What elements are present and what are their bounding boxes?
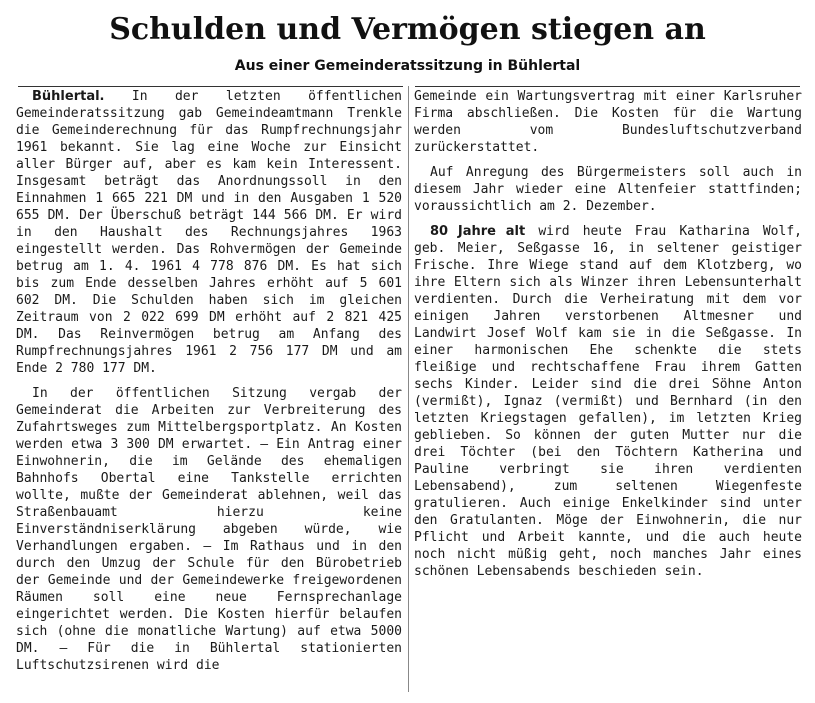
left-column bbox=[16, 88, 402, 682]
paragraph-body: wird heute Frau Katharina Wolf, geb. Meier, Seßgasse 16, in seltener geistiger Frische. Ihre Wiege stand auf dem Klotzberg, wo ihre Eltern sich als Winzer ihren Lebensunterhalt verdienten. Durch die Verheiratung mit dem vor einigen Jahren verstorbenen Altmesner und Landwirt Josef Wolf kam sie in die Seßgasse. In einer harmonischen Ehe schenkte die stets fleißige und rechtschaffene Frau ihrem Gatten sechs Kinder. Leider sind die drei Söhne Anton (vermißt), Ignaz (vermißt) und Bernhard (in den letzten Kriegstagen gefallen), im letzten Krieg geblieben. So können der guten Mutter nur die drei Töchter (bei den Töchtern Katherina und Pauline verbringt sie ihren verdienten Lebensabend), zum seltenen Wiegenfeste gratulieren. Auch einige Enkelkinder sind unter den Gratulanten. Möge der Einwohnerin, die nur Pflicht und Arbeit kannte, und die auch heute noch nicht müßig geht, noch manches Jahr eines schönen Lebensabends beschieden sein. bbox=[414, 224, 802, 579]
subheadline: Aus einer Gemeinderatssitzung in Bühlertal bbox=[234, 58, 581, 74]
left-column-top-rule bbox=[18, 86, 403, 87]
right-column-top-rule bbox=[415, 86, 800, 87]
birthday-lead: 80 Jahre alt bbox=[430, 224, 526, 239]
headline: Schulden und Vermögen stiegen an bbox=[109, 12, 706, 47]
paragraph-body: In der letzten öffentlichen Gemeinderatssitzung gab Gemeindeamtmann Trenkle die Gemeinderechnung für das Rumpfrechnungsjahr 1961 bekannt. Sie lag eine Woche zur Einsicht aller Bürger auf, aber es kam kein Interessent. Insgesamt beträgt das Anordnungssoll in den Einnahmen 1 665 221 DM und in den Ausgaben 1 520 655 DM. Der Überschuß beträgt 144 566 DM. Er wird in den Haushalt des Rechnungsjahres 1963 eingestellt werden. Das Rohvermögen der Gemeinde betrug am 1. 4. 1961 4 778 876 DM. Es hat sich bis zum Ende desselben Jahres erhöht auf 5 601 602 DM. Die Schulden haben sich im gleichen Zeitraum von 2 022 699 DM erhöht auf 2 821 425 DM. Das Reinvermögen betrug am Anfang des Rumpfrechnungsjahres 1961 2 756 177 DM und am Ende 2 780 177 DM. bbox=[16, 89, 402, 376]
paragraph-gemeinderechnung bbox=[16, 88, 402, 377]
paragraph-geburtstag bbox=[414, 223, 802, 580]
paragraph-oeffentliche-sitzung: In der öffentlichen Sitzung vergab der Gemeinderat die Arbeiten zur Verbreiterung des Zufahrtsweges zum Mittelbergsportplatz. An Kosten werden etwa 3 300 DM erwartet. — Ein Antrag einer Einwohnerin, die im Gelände des ehemaligen Bahnhofs Obertal eine Tankstelle errichten wollte, mußte der Gemeinderat ablehnen, weil das Straßenbauamt hierzu keine Einverständniserklärung abgeben würde, wie Verhandlungen ergaben. — Im Rathaus und in den durch den Umzug der Schule für den Bürobetrieb der Gemeinde und der Gemeindewerke freigewordenen Räumen soll eine neue Fernsprechanlage eingerichtet werden. Die Kosten hierfür belaufen sich (ohne die monatliche Wartung) auf etwa 5000 DM. — Für die in Bühlertal stationierten Luftschutzsirenen wird die bbox=[16, 386, 402, 673]
right-column bbox=[414, 88, 802, 588]
dateline: Bühlertal. bbox=[32, 89, 105, 104]
column-divider bbox=[408, 86, 409, 692]
paragraph-altenfeier: Auf Anregung des Bürgermeisters soll auch in diesem Jahr wieder eine Altenfeier stattfinden; voraussichtlich am 2. Dezember. bbox=[414, 165, 802, 214]
paragraph-continuation: Gemeinde ein Wartungsvertrag mit einer Karlsruher Firma abschließen. Die Kosten für die Wartung werden vom Bundesluftschutzverband zurückerstattet. bbox=[414, 89, 802, 155]
